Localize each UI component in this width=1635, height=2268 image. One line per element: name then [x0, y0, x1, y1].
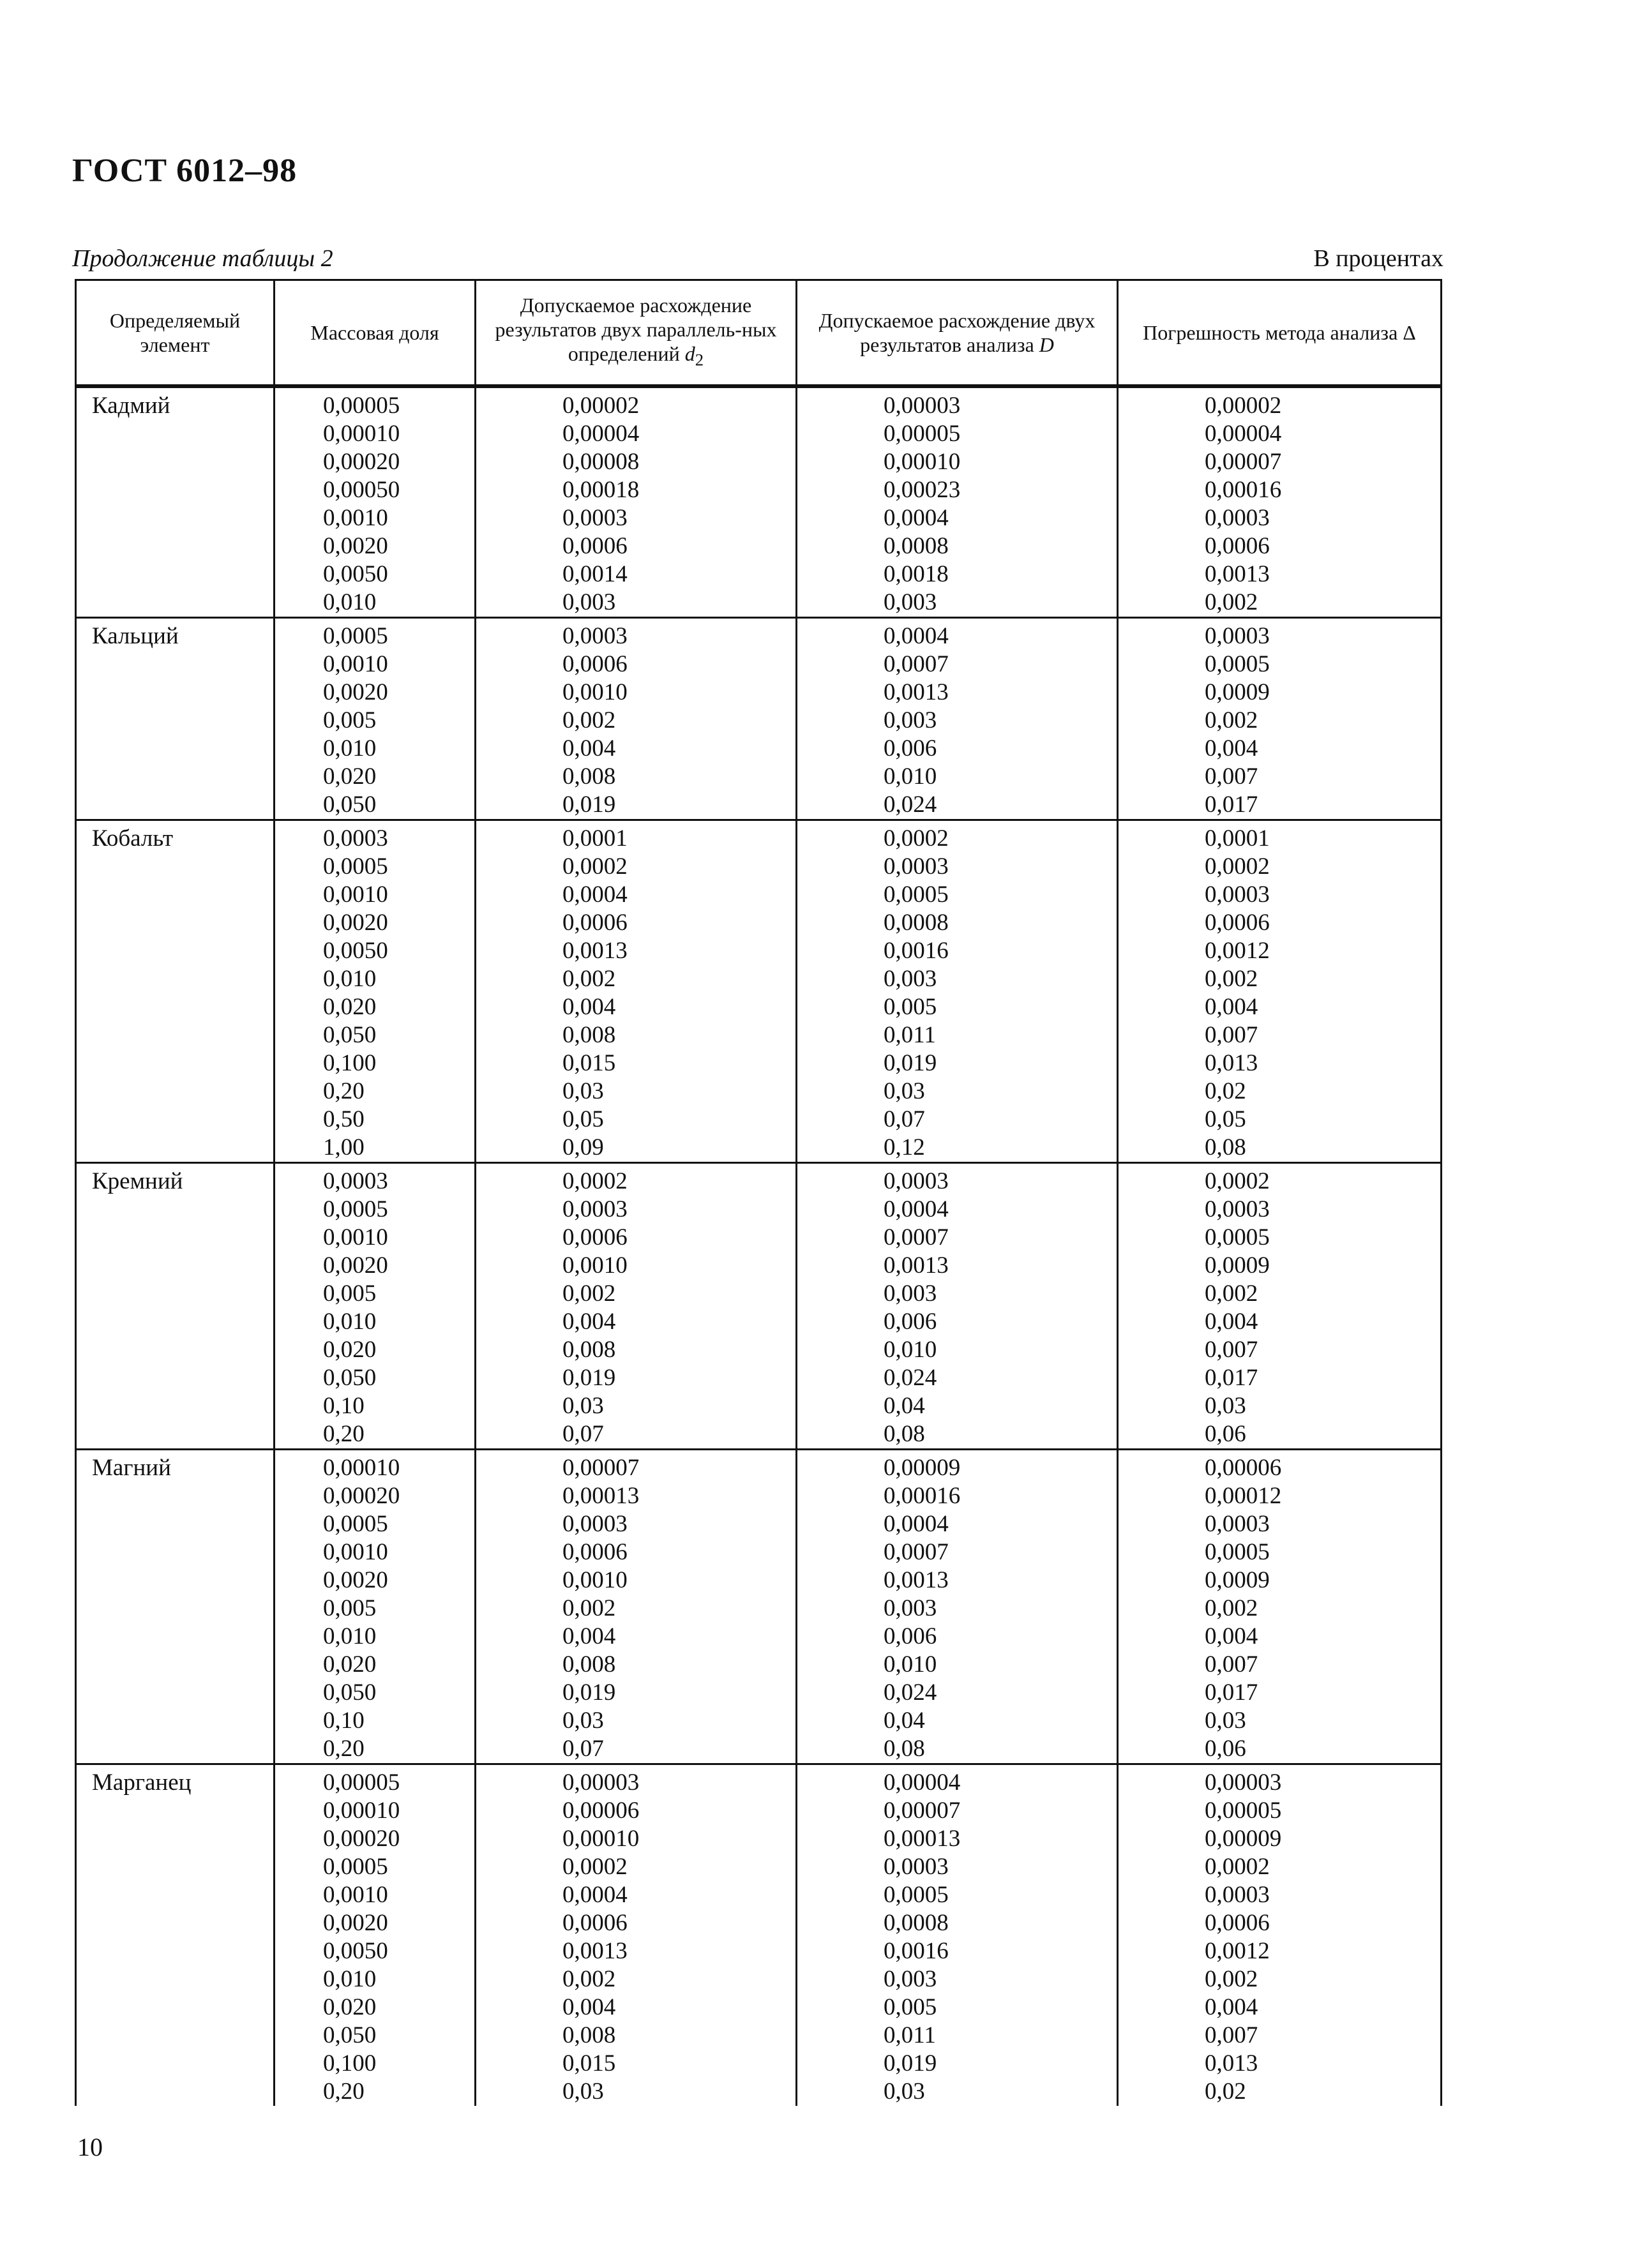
delta-value: 0,0002: [1205, 1854, 1270, 1880]
d2-value: 0,03: [562, 2078, 604, 2105]
mass-fraction: 0,00050: [323, 477, 400, 503]
mass-fraction: 0,00010: [323, 421, 400, 447]
delta-value: 0,0009: [1205, 1567, 1270, 1593]
element-name: Магний: [76, 1450, 275, 1764]
d2-value: 0,019: [562, 792, 616, 818]
mass-fraction: 0,00020: [323, 1483, 400, 1509]
d2-value: 0,00004: [562, 421, 640, 447]
element-name: Кальций: [76, 618, 275, 820]
delta-value: 0,004: [1205, 735, 1258, 762]
mass-fraction-cell: [275, 618, 476, 820]
d2-value: 0,09: [562, 1134, 604, 1160]
D-value: 0,0008: [884, 533, 949, 559]
d2-value: 0,0006: [562, 1910, 628, 1936]
mass-fraction: 0,100: [323, 1050, 377, 1076]
table-body: [76, 386, 1442, 2106]
D-value: 0,00005: [884, 421, 961, 447]
mass-fraction: 0,050: [323, 2022, 377, 2048]
mass-fraction: 0,0010: [323, 1882, 388, 1908]
element-name: Кадмий: [76, 386, 275, 618]
d2-value: 0,0010: [562, 679, 628, 705]
d2-value: 0,00013: [562, 1483, 640, 1509]
delta-value: 0,0003: [1205, 882, 1270, 908]
header-row: [76, 280, 1442, 387]
mass-fraction: 0,00020: [323, 449, 400, 475]
mass-fraction: 0,20: [323, 2078, 365, 2105]
D-value: 0,00003: [884, 393, 961, 419]
delta-value: 0,0006: [1205, 1910, 1270, 1936]
mass-fraction: 0,100: [323, 2050, 377, 2076]
mass-fraction: 0,0020: [323, 533, 388, 559]
d2-value: 0,008: [562, 2022, 616, 2048]
delta-value: 0,0003: [1205, 1511, 1270, 1537]
D-value: 0,00016: [884, 1483, 961, 1509]
delta-value: 0,002: [1205, 1595, 1258, 1621]
delta-value: 0,017: [1205, 1679, 1258, 1706]
header-d2-text: Допускаемое расхождение результатов двух параллель-ных определений: [495, 294, 777, 366]
D-value: 0,0004: [884, 623, 949, 649]
delta-value: 0,0002: [1205, 1168, 1270, 1194]
delta-value: 0,00016: [1205, 477, 1282, 503]
delta-value: 0,0012: [1205, 1938, 1270, 1964]
delta-value: 0,0012: [1205, 938, 1270, 964]
delta-value: 0,00003: [1205, 1769, 1282, 1796]
D-value-cell: [797, 618, 1118, 820]
mass-fraction: 0,010: [323, 1623, 377, 1649]
D-value: 0,0013: [884, 679, 949, 705]
mass-fraction: 0,050: [323, 1022, 377, 1048]
D-value: 0,003: [884, 707, 937, 733]
D-value: 0,0013: [884, 1567, 949, 1593]
mass-fraction: 0,0003: [323, 1168, 388, 1194]
d2-value: 0,0003: [562, 623, 628, 649]
delta-value: 0,007: [1205, 1651, 1258, 1678]
D-value: 0,00004: [884, 1769, 961, 1796]
d2-value: 0,0003: [562, 1511, 628, 1537]
element-row: [76, 820, 1442, 1163]
d2-value: 0,0002: [562, 1168, 628, 1194]
mass-fraction: 0,20: [323, 1736, 365, 1762]
D-value: 0,12: [884, 1134, 925, 1160]
delta-value-cell: [1118, 1163, 1442, 1450]
d2-value: 0,0006: [562, 1224, 628, 1250]
d2-value: 0,002: [562, 966, 616, 992]
mass-fraction: 0,0005: [323, 1854, 388, 1880]
delta-value-cell: [1118, 1450, 1442, 1764]
mass-fraction: 0,020: [323, 1651, 377, 1678]
header-delta: Погрешность метода анализа Δ: [1118, 280, 1442, 387]
delta-value: 0,0013: [1205, 561, 1270, 587]
header-d2-subscript: 2: [695, 350, 704, 370]
mass-fraction-cell: [275, 386, 476, 618]
mass-fraction: 0,00020: [323, 1826, 400, 1852]
delta-value-cell: [1118, 386, 1442, 618]
mass-fraction: 0,010: [323, 735, 377, 762]
d2-value-cell: [476, 1450, 797, 1764]
delta-value: 0,004: [1205, 1623, 1258, 1649]
d2-value: 0,0006: [562, 533, 628, 559]
d2-value: 0,019: [562, 1365, 616, 1391]
header-D-symbol: D: [1039, 333, 1054, 356]
delta-value: 0,02: [1205, 1078, 1246, 1104]
D-value-cell: [797, 820, 1118, 1163]
mass-fraction: 0,20: [323, 1078, 365, 1104]
mass-fraction: 0,020: [323, 1994, 377, 2020]
delta-value: 0,004: [1205, 1309, 1258, 1335]
d2-value: 0,05: [562, 1106, 604, 1132]
mass-fraction: 0,0005: [323, 1196, 388, 1222]
mass-fraction: 0,0010: [323, 505, 388, 531]
d2-value: 0,00002: [562, 393, 640, 419]
D-value: 0,07: [884, 1106, 925, 1132]
delta-value: 0,06: [1205, 1736, 1246, 1762]
D-value: 0,0007: [884, 1224, 949, 1250]
mass-fraction-cell: [275, 1163, 476, 1450]
D-value: 0,005: [884, 1994, 937, 2020]
mass-fraction: 0,00010: [323, 1798, 400, 1824]
header-element: Определяемый элемент: [76, 280, 275, 387]
delta-value: 0,00005: [1205, 1798, 1282, 1824]
D-value: 0,0004: [884, 1196, 949, 1222]
delta-value: 0,017: [1205, 792, 1258, 818]
D-value: 0,0003: [884, 853, 949, 880]
delta-value: 0,00012: [1205, 1483, 1282, 1509]
delta-value: 0,08: [1205, 1134, 1246, 1160]
delta-value: 0,0009: [1205, 1252, 1270, 1279]
delta-value: 0,002: [1205, 707, 1258, 733]
delta-value: 0,0005: [1205, 651, 1270, 677]
d2-value: 0,004: [562, 1309, 616, 1335]
mass-fraction: 0,00005: [323, 393, 400, 419]
mass-fraction: 0,050: [323, 792, 377, 818]
element-row: [76, 1450, 1442, 1764]
delta-value: 0,0002: [1205, 853, 1270, 880]
delta-value: 0,002: [1205, 1966, 1258, 1992]
delta-value: 0,00009: [1205, 1826, 1282, 1852]
document-title: ГОСТ 6012–98: [72, 153, 298, 189]
mass-fraction: 0,0020: [323, 679, 388, 705]
delta-value: 0,00002: [1205, 393, 1282, 419]
delta-value: 0,0005: [1205, 1224, 1270, 1250]
d2-value: 0,0010: [562, 1567, 628, 1593]
D-value: 0,011: [884, 2022, 936, 2048]
mass-fraction: 0,0020: [323, 1910, 388, 1936]
mass-fraction: 0,50: [323, 1106, 365, 1132]
delta-value: 0,0003: [1205, 505, 1270, 531]
mass-fraction: 0,020: [323, 994, 377, 1020]
D-value: 0,006: [884, 1623, 937, 1649]
D-value: 0,0008: [884, 910, 949, 936]
d2-value: 0,008: [562, 1022, 616, 1048]
mass-fraction: 0,0010: [323, 1224, 388, 1250]
header-D: [797, 280, 1118, 387]
D-value-cell: [797, 1450, 1118, 1764]
D-value: 0,0016: [884, 938, 949, 964]
D-value: 0,010: [884, 1651, 937, 1678]
delta-value: 0,002: [1205, 589, 1258, 615]
element-row: [76, 618, 1442, 820]
d2-value: 0,002: [562, 1280, 616, 1307]
units-label: В процентах: [1313, 245, 1443, 272]
mass-fraction: 1,00: [323, 1134, 365, 1160]
d2-value: 0,008: [562, 763, 616, 790]
d2-value: 0,0003: [562, 1196, 628, 1222]
d2-value: 0,07: [562, 1421, 604, 1447]
mass-fraction: 0,005: [323, 1595, 377, 1621]
header-D-text: Допускаемое расхождение двух результатов анализа: [818, 309, 1096, 356]
D-value: 0,0003: [884, 1854, 949, 1880]
d2-value: 0,0006: [562, 651, 628, 677]
mass-fraction: 0,20: [323, 1421, 365, 1447]
d2-value: 0,0003: [562, 505, 628, 531]
element-row: [76, 386, 1442, 618]
element-row: [76, 1764, 1442, 2107]
D-value: 0,03: [884, 2078, 925, 2105]
mass-fraction: 0,0020: [323, 910, 388, 936]
mass-fraction: 0,0050: [323, 561, 388, 587]
delta-value: 0,0001: [1205, 825, 1270, 852]
delta-value-cell: [1118, 1764, 1442, 2107]
D-value: 0,0002: [884, 825, 949, 852]
d2-value: 0,0013: [562, 938, 628, 964]
d2-value-cell: [476, 386, 797, 618]
d2-value: 0,03: [562, 1708, 604, 1734]
d2-value: 0,015: [562, 2050, 616, 2076]
element-name: Марганец: [76, 1764, 275, 2107]
delta-value: 0,02: [1205, 2078, 1246, 2105]
D-value: 0,010: [884, 763, 937, 790]
element-name: Кобальт: [76, 820, 275, 1163]
header-d2: [476, 280, 797, 387]
mass-fraction: 0,005: [323, 707, 377, 733]
mass-fraction-cell: [275, 1450, 476, 1764]
d2-value-cell: [476, 1163, 797, 1450]
d2-value: 0,008: [562, 1337, 616, 1363]
d2-value: 0,008: [562, 1651, 616, 1678]
d2-value: 0,00006: [562, 1798, 640, 1824]
delta-value: 0,0005: [1205, 1539, 1270, 1565]
d2-value: 0,003: [562, 589, 616, 615]
d2-value: 0,0014: [562, 561, 628, 587]
delta-value: 0,03: [1205, 1393, 1246, 1419]
D-value: 0,00010: [884, 449, 961, 475]
d2-value-cell: [476, 1764, 797, 2107]
mass-fraction: 0,0020: [323, 1567, 388, 1593]
delta-value: 0,0006: [1205, 533, 1270, 559]
mass-fraction: 0,0003: [323, 825, 388, 852]
d2-value: 0,0013: [562, 1938, 628, 1964]
mass-fraction-cell: [275, 1764, 476, 2107]
mass-fraction: 0,00005: [323, 1769, 400, 1796]
mass-fraction: 0,0020: [323, 1252, 388, 1279]
D-value: 0,04: [884, 1393, 925, 1419]
mass-fraction: 0,00010: [323, 1455, 400, 1481]
d2-value: 0,0006: [562, 910, 628, 936]
element-row: [76, 1163, 1442, 1450]
d2-value: 0,019: [562, 1679, 616, 1706]
mass-fraction: 0,010: [323, 1309, 377, 1335]
d2-value: 0,00018: [562, 477, 640, 503]
D-value: 0,0004: [884, 1511, 949, 1537]
D-value: 0,04: [884, 1708, 925, 1734]
mass-fraction: 0,0005: [323, 1511, 388, 1537]
delta-value: 0,0003: [1205, 623, 1270, 649]
D-value: 0,011: [884, 1022, 936, 1048]
delta-value: 0,00004: [1205, 421, 1282, 447]
mass-fraction: 0,010: [323, 1966, 377, 1992]
D-value: 0,003: [884, 966, 937, 992]
page-number: 10: [77, 2133, 103, 2161]
tolerance-table: [75, 279, 1442, 2106]
delta-value: 0,0009: [1205, 679, 1270, 705]
D-value: 0,024: [884, 792, 937, 818]
d2-value: 0,03: [562, 1078, 604, 1104]
delta-value: 0,013: [1205, 1050, 1258, 1076]
D-value: 0,006: [884, 735, 937, 762]
D-value: 0,00007: [884, 1798, 961, 1824]
d2-value: 0,00008: [562, 449, 640, 475]
D-value-cell: [797, 1764, 1118, 2107]
D-value: 0,003: [884, 1966, 937, 1992]
delta-value: 0,004: [1205, 994, 1258, 1020]
delta-value: 0,0006: [1205, 910, 1270, 936]
header-d2-symbol: d: [684, 342, 695, 366]
d2-value: 0,0001: [562, 825, 628, 852]
D-value: 0,010: [884, 1337, 937, 1363]
delta-value: 0,002: [1205, 966, 1258, 992]
D-value: 0,024: [884, 1365, 937, 1391]
d2-value: 0,004: [562, 1623, 616, 1649]
d2-value: 0,0004: [562, 1882, 628, 1908]
mass-fraction: 0,0010: [323, 651, 388, 677]
d2-value: 0,004: [562, 994, 616, 1020]
D-value: 0,0013: [884, 1252, 949, 1279]
delta-value: 0,03: [1205, 1708, 1246, 1734]
element-name: Кремний: [76, 1163, 275, 1450]
header-mass-fraction: Массовая доля: [275, 280, 476, 387]
d2-value: 0,00007: [562, 1455, 640, 1481]
D-value-cell: [797, 386, 1118, 618]
delta-value: 0,0003: [1205, 1196, 1270, 1222]
delta-value: 0,013: [1205, 2050, 1258, 2076]
delta-value: 0,007: [1205, 2022, 1258, 2048]
mass-fraction: 0,010: [323, 966, 377, 992]
d2-value: 0,0006: [562, 1539, 628, 1565]
delta-value: 0,007: [1205, 763, 1258, 790]
delta-value: 0,004: [1205, 1994, 1258, 2020]
mass-fraction: 0,10: [323, 1393, 365, 1419]
D-value-cell: [797, 1163, 1118, 1450]
D-value: 0,003: [884, 1595, 937, 1621]
mass-fraction: 0,0010: [323, 882, 388, 908]
mass-fraction: 0,020: [323, 1337, 377, 1363]
D-value: 0,00013: [884, 1826, 961, 1852]
d2-value: 0,0004: [562, 882, 628, 908]
mass-fraction: 0,050: [323, 1679, 377, 1706]
d2-value-cell: [476, 618, 797, 820]
d2-value: 0,03: [562, 1393, 604, 1419]
d2-value: 0,07: [562, 1736, 604, 1762]
delta-value: 0,017: [1205, 1365, 1258, 1391]
d2-value-cell: [476, 820, 797, 1163]
mass-fraction: 0,010: [323, 589, 377, 615]
table-caption: Продолжение таблицы 2: [72, 245, 333, 272]
D-value: 0,0004: [884, 505, 949, 531]
mass-fraction-cell: [275, 820, 476, 1163]
D-value: 0,0018: [884, 561, 949, 587]
D-value: 0,0005: [884, 1882, 949, 1908]
mass-fraction: 0,0005: [323, 623, 388, 649]
D-value: 0,024: [884, 1679, 937, 1706]
D-value: 0,0003: [884, 1168, 949, 1194]
d2-value: 0,0002: [562, 853, 628, 880]
D-value: 0,005: [884, 994, 937, 1020]
D-value: 0,00009: [884, 1455, 961, 1481]
delta-value: 0,06: [1205, 1421, 1246, 1447]
mass-fraction: 0,050: [323, 1365, 377, 1391]
D-value: 0,019: [884, 1050, 937, 1076]
D-value: 0,006: [884, 1309, 937, 1335]
D-value: 0,003: [884, 589, 937, 615]
d2-value: 0,0002: [562, 1854, 628, 1880]
delta-value: 0,05: [1205, 1106, 1246, 1132]
mass-fraction: 0,0050: [323, 1938, 388, 1964]
d2-value: 0,004: [562, 735, 616, 762]
d2-value: 0,002: [562, 707, 616, 733]
d2-value: 0,002: [562, 1595, 616, 1621]
d2-value: 0,002: [562, 1966, 616, 1992]
delta-value-cell: [1118, 618, 1442, 820]
d2-value: 0,00010: [562, 1826, 640, 1852]
mass-fraction: 0,0005: [323, 853, 388, 880]
mass-fraction: 0,0050: [323, 938, 388, 964]
d2-value: 0,00003: [562, 1769, 640, 1796]
D-value: 0,0016: [884, 1938, 949, 1964]
delta-value: 0,00006: [1205, 1455, 1282, 1481]
mass-fraction: 0,020: [323, 763, 377, 790]
D-value: 0,019: [884, 2050, 937, 2076]
d2-value: 0,015: [562, 1050, 616, 1076]
delta-value: 0,0003: [1205, 1882, 1270, 1908]
d2-value: 0,0010: [562, 1252, 628, 1279]
D-value: 0,0005: [884, 882, 949, 908]
D-value: 0,08: [884, 1421, 925, 1447]
D-value: 0,03: [884, 1078, 925, 1104]
D-value: 0,0007: [884, 651, 949, 677]
D-value: 0,003: [884, 1280, 937, 1307]
D-value: 0,00023: [884, 477, 961, 503]
mass-fraction: 0,10: [323, 1708, 365, 1734]
delta-value: 0,00007: [1205, 449, 1282, 475]
D-value: 0,08: [884, 1736, 925, 1762]
delta-value-cell: [1118, 820, 1442, 1163]
D-value: 0,0007: [884, 1539, 949, 1565]
mass-fraction: 0,005: [323, 1280, 377, 1307]
delta-value: 0,007: [1205, 1337, 1258, 1363]
D-value: 0,0008: [884, 1910, 949, 1936]
delta-value: 0,007: [1205, 1022, 1258, 1048]
d2-value: 0,004: [562, 1994, 616, 2020]
delta-value: 0,002: [1205, 1280, 1258, 1307]
mass-fraction: 0,0010: [323, 1539, 388, 1565]
